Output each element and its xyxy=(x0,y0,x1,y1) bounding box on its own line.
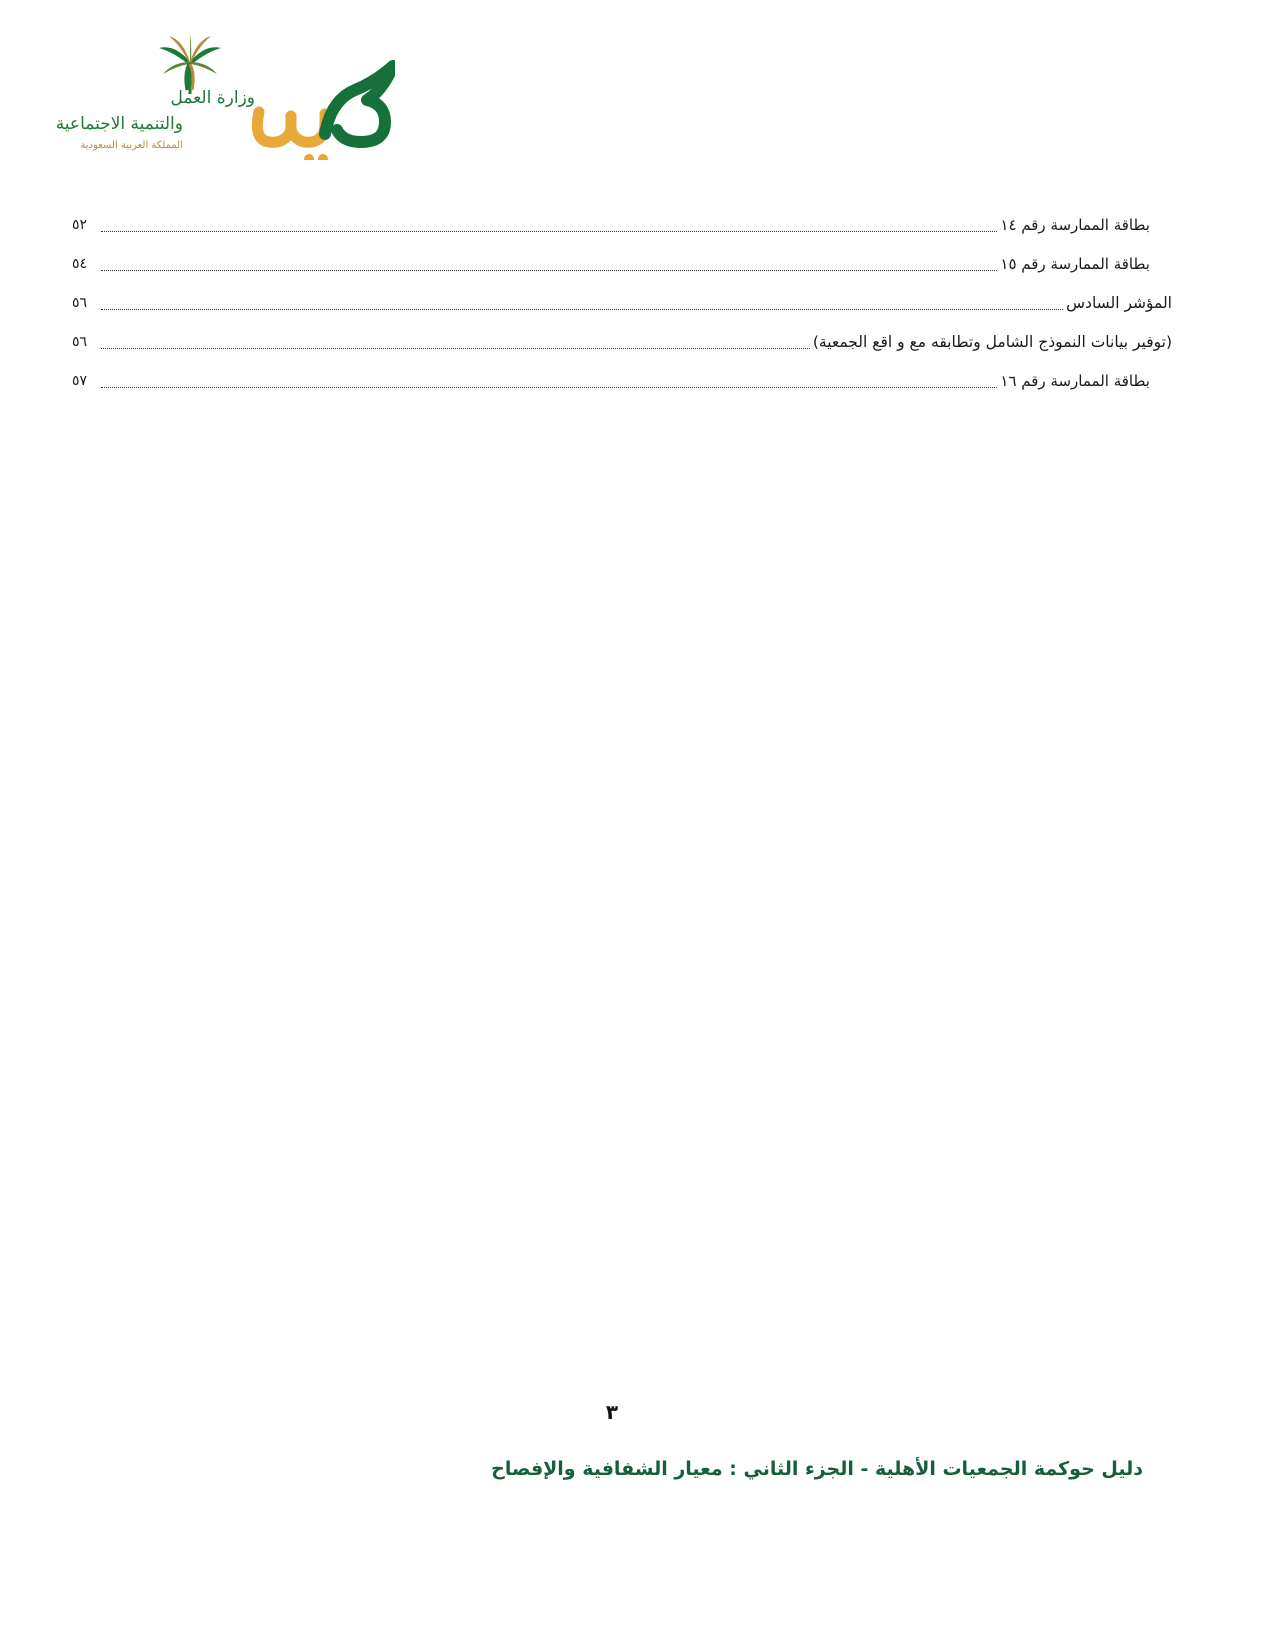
ministry-name xyxy=(55,30,255,165)
toc-entry[interactable] xyxy=(72,283,1172,322)
ministry-logo xyxy=(55,30,255,165)
toc-entry-title: بطاقة الممارسة رقم ١٤ xyxy=(1000,215,1150,234)
toc-entry[interactable] xyxy=(72,361,1172,400)
toc-entry-page: ٥٤ xyxy=(72,255,88,272)
toc-entry[interactable] xyxy=(72,322,1172,361)
toc-dot-leader xyxy=(101,269,997,271)
maeen-logo xyxy=(245,60,395,160)
toc-entry[interactable] xyxy=(72,205,1172,244)
table-of-contents xyxy=(72,205,1172,400)
toc-dot-leader xyxy=(101,230,997,232)
toc-entry-title: بطاقة الممارسة رقم ١٥ xyxy=(1000,254,1150,273)
header-logos xyxy=(55,30,400,165)
toc-dot-leader xyxy=(101,347,810,349)
footer-document-title: دليل حوكمة الجمعيات الأهلية - الجزء الثاني : معيار الشفافية والإفصاح xyxy=(491,1458,1143,1480)
ministry-name-line1: وزارة العمل xyxy=(170,88,255,108)
toc-entry-title: بطاقة الممارسة رقم ١٦ xyxy=(1000,371,1150,390)
ministry-name-line2: والتنمية الاجتماعية xyxy=(55,114,183,134)
toc-entry[interactable] xyxy=(72,244,1172,283)
toc-entry-page: ٥٦ xyxy=(72,294,88,311)
toc-entry-title: المؤشر السادس xyxy=(1066,293,1172,312)
toc-dot-leader xyxy=(101,386,997,388)
ministry-country: المملكة العربية السعودية xyxy=(80,140,183,151)
toc-entry-page: ٥٦ xyxy=(72,333,88,350)
toc-dot-leader xyxy=(101,308,1063,310)
page-number: ٣ xyxy=(605,1400,619,1424)
toc-entry-page: ٥٧ xyxy=(72,372,88,389)
toc-entry-page: ٥٢ xyxy=(72,216,88,233)
toc-entry-title: (توفير بيانات النموذج الشامل وتطابقه مع و اقع الجمعية) xyxy=(812,332,1172,351)
